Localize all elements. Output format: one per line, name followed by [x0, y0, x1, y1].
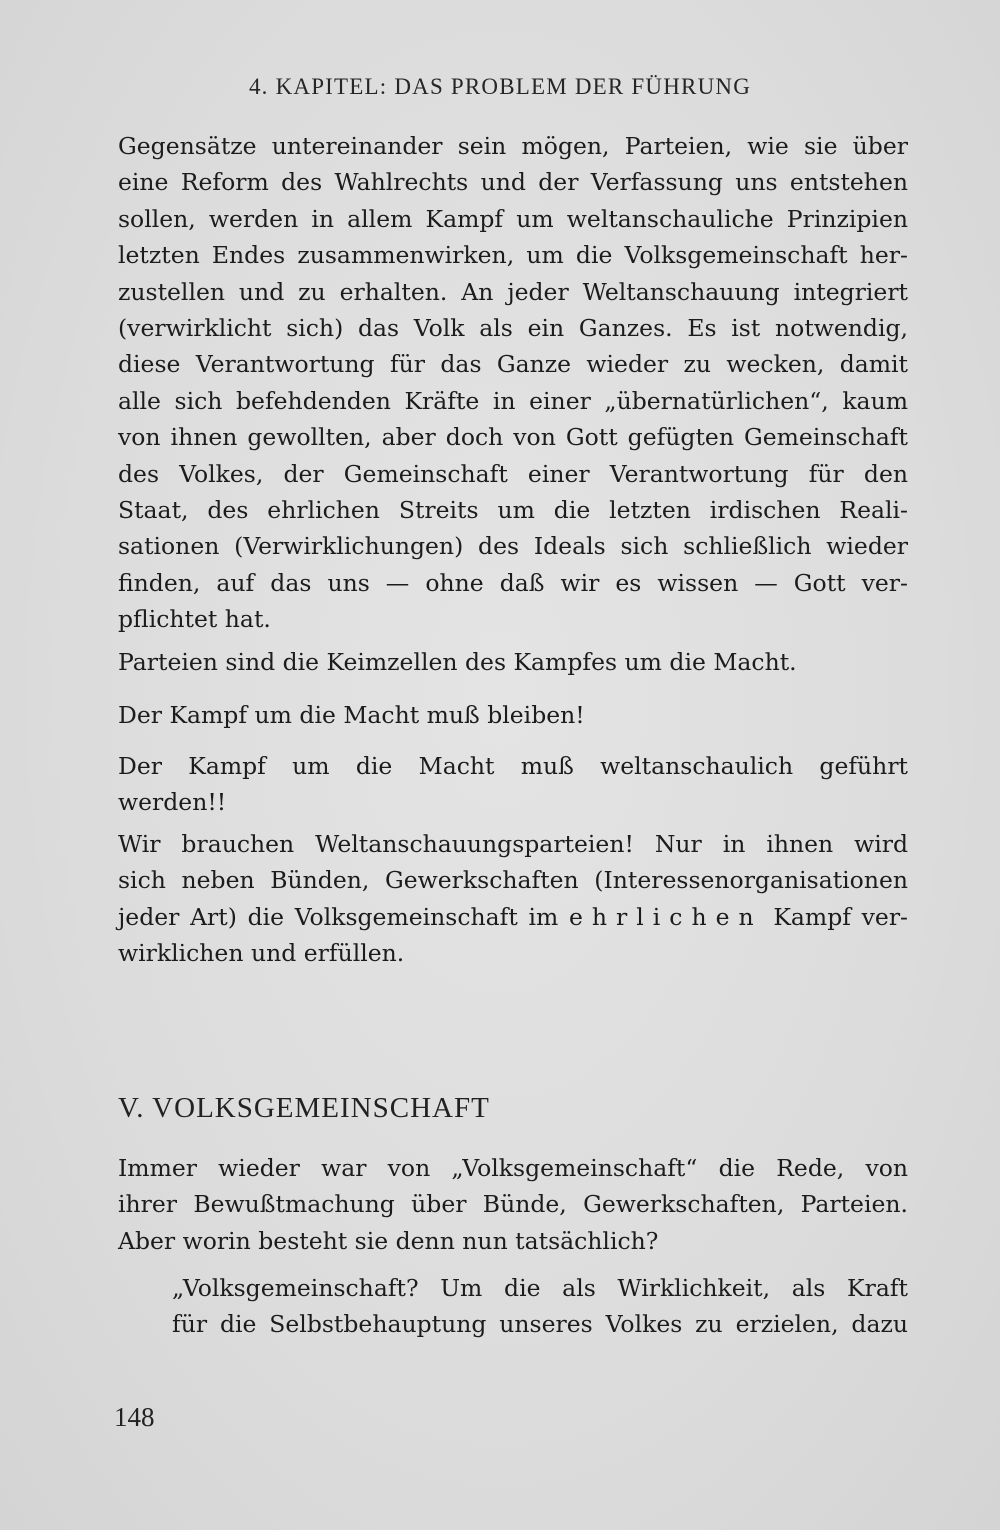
paragraph-2 [118, 644, 908, 680]
text-fragment: Kampf ver- [773, 902, 908, 931]
text-line: des Volkes, der Gemeinschaft einer Verantwortung für den [118, 459, 908, 488]
text-fragment: jeder Art) die Volksgemeinschaft im [118, 902, 559, 931]
paragraph-5 [118, 826, 908, 972]
text-line: Der Kampf um die Macht muß bleiben! [118, 701, 585, 729]
text-line: (verwirklicht sich) das Volk als ein Ganzes. Es ist notwendig, [118, 313, 908, 342]
text-line: alle sich befehdenden Kräfte in einer „übernatürlichen“, kaum [118, 386, 908, 415]
text-line: sich neben Bünden, Gewerkschaften (Interessenorganisationen [118, 866, 908, 895]
text-line: finden, auf das uns — ohne daß wir es wissen — Gott ver- [118, 568, 908, 597]
running-header: 4. KAPITEL: DAS PROBLEM DER FÜHRUNG [248, 74, 752, 99]
paragraph-1 [118, 128, 908, 637]
text-line: Immer wieder war von „Volksgemeinschaft“ die Rede, von [118, 1154, 908, 1182]
text-line: ihrer Bewußtmachung über Bünde, Gewerkschaften, Parteien. [118, 1190, 908, 1219]
page-number: 148 [114, 1402, 155, 1432]
emphasized-word: ehrlichen [569, 902, 763, 931]
paragraph-6 [118, 1150, 908, 1259]
text-line: werden!! [118, 788, 227, 817]
text-line: für die Selbstbehauptung unseres Volkes zu erzielen, dazu [172, 1310, 908, 1339]
text-line: pflichtet hat. [118, 605, 271, 634]
block-quote [172, 1270, 908, 1343]
section-heading: V. VOLKSGEMEINSCHAFT [118, 1092, 490, 1124]
text-line: diese Verantwortung für das Ganze wieder zu wecken, damit [118, 350, 908, 379]
text-line: Aber worin besteht sie denn nun tatsächlich? [118, 1226, 659, 1255]
text-line [118, 899, 908, 935]
text-line: eine Reform des Wahlrechts und der Verfassung uns entstehen [118, 168, 908, 197]
text-line: von ihnen gewollten, aber doch von Gott gefügten Gemeinschaft [118, 423, 908, 452]
text-line: Der Kampf um die Macht muß weltanschaulich geführt [118, 752, 908, 780]
text-line: wirklichen und erfüllen. [118, 939, 405, 968]
text-line: Staat, des ehrlichen Streits um die letzten irdischen Reali- [118, 495, 908, 524]
paragraph-3 [118, 697, 908, 733]
paragraph-4 [118, 748, 908, 821]
text-line: sationen (Verwirklichungen) des Ideals sich schließlich wieder [118, 532, 908, 561]
text-line: Wir brauchen Weltanschauungsparteien! Nur in ihnen wird [118, 830, 908, 858]
text-line: sollen, werden in allem Kampf um weltanschauliche Prinzipien [118, 204, 908, 233]
text-line: zustellen und zu erhalten. An jeder Weltanschauung integriert [118, 277, 908, 306]
text-line: „Volksgemeinschaft? Um die als Wirklichkeit, als Kraft [172, 1274, 908, 1302]
text-line: Parteien sind die Keimzellen des Kampfes um die Macht. [118, 648, 797, 676]
text-line: letzten Endes zusammenwirken, um die Volksgemeinschaft her- [118, 241, 908, 270]
text-line: Gegensätze untereinander sein mögen, Parteien, wie sie über [118, 132, 908, 160]
